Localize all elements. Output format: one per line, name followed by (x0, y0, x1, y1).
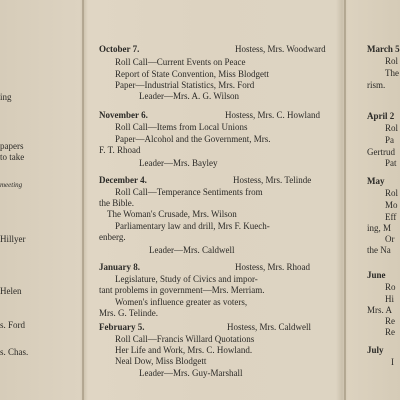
entry-line: Neal Dow, Miss Blodgett (115, 356, 207, 366)
left-line: Hillyer (0, 234, 26, 244)
entry-line: Mrs. G. Telinde. (99, 308, 158, 318)
entry-hostess: Hostess, Mrs. Rhoad (235, 262, 311, 272)
fold-line-left (82, 0, 84, 400)
right-line: Pa (385, 135, 394, 145)
entry-date: December 4. (99, 175, 147, 185)
right-line: I (391, 357, 394, 367)
entry-line: Parliamentary law and drill, Mrs F. Kuech- (115, 221, 270, 231)
entry-line: Leader—Mrs. Bayley (139, 158, 218, 168)
entry-line: Leader—Mrs. Caldwell (149, 245, 235, 255)
entry-line: Legislature, Study of Civics and impor- (115, 274, 258, 284)
right-date: June (367, 270, 386, 280)
right-line: Or (385, 234, 395, 244)
entry-line: Her Life and Work, Mrs. C. Howland. (115, 345, 253, 355)
entry-line: the Bible. (99, 198, 134, 208)
entry-line: Roll Call—Items from Local Unions (115, 122, 248, 132)
entry-date: January 8. (99, 262, 141, 272)
entry-line: Roll Call—Temperance Sentiments from (115, 187, 263, 197)
right-line: Eff (385, 212, 397, 222)
right-date: April 2 (367, 111, 395, 121)
right-line: Mo (385, 200, 398, 210)
right-line: Rol (385, 188, 399, 198)
right-line: Ro (385, 282, 396, 292)
left-line: Helen (0, 286, 22, 296)
right-date: May (367, 176, 385, 186)
entry-line: F. T. Rhoad (99, 145, 141, 155)
right-line: Rol (385, 56, 399, 66)
entry-hostess: Hostess, Mrs. Caldwell (227, 322, 311, 332)
left-line: papers (0, 141, 24, 151)
right-line: Re (385, 327, 395, 337)
entry-line: Leader—Mrs. Guy-Marshall (139, 368, 243, 378)
right-line: Pat (385, 158, 397, 168)
entry-date: February 5. (99, 322, 145, 332)
entry-hostess: Hostess, Mrs. Woodward (235, 44, 326, 54)
left-line: s. Chas. (0, 347, 29, 357)
fold-line-right (344, 0, 346, 400)
entry-line: Paper—Industrial Statistics, Mrs. Ford (115, 80, 255, 90)
entry-line: enberg. (99, 232, 126, 242)
right-line: Mrs. A (367, 305, 393, 315)
entry-line: Roll Call—Current Events on Peace (115, 57, 246, 67)
right-line: Rol (385, 123, 399, 133)
right-line: The (385, 68, 399, 78)
entry-line: Paper—Alcohol and the Government, Mrs. (115, 134, 271, 144)
right-line: Gertrud (367, 147, 395, 157)
right-date: March 5 (367, 44, 400, 54)
left-line: meeting (0, 181, 23, 189)
entry-date: October 7. (99, 44, 140, 54)
left-line: ing (0, 92, 12, 102)
entry-line: The Woman's Crusade, Mrs. Wilson (107, 209, 237, 219)
right-line: the Na (367, 245, 391, 255)
right-line: ing, M (367, 223, 392, 233)
entry-line: Roll Call—Francis Willard Quotations (115, 334, 255, 344)
entry-line: Leader—Mrs. A. G. Wilson (139, 91, 239, 101)
entry-line: Women's influence greater as voters, (115, 297, 248, 307)
entry-line: tant problems in government—Mrs. Merriam. (99, 285, 265, 295)
right-date: July (367, 345, 384, 355)
entry-hostess: Hostess, Mrs. Telinde (233, 175, 312, 185)
left-line: s. Ford (0, 320, 26, 330)
entry-line: Report of State Convention, Miss Blodgett (115, 69, 269, 79)
right-line: Re (385, 316, 395, 326)
right-line: Hi (385, 294, 394, 304)
left-line: to take (0, 152, 25, 162)
right-line: rism. (367, 80, 386, 90)
entry-date: November 6. (99, 110, 148, 120)
entry-hostess: Hostess, Mrs. C. Howland (225, 110, 321, 120)
